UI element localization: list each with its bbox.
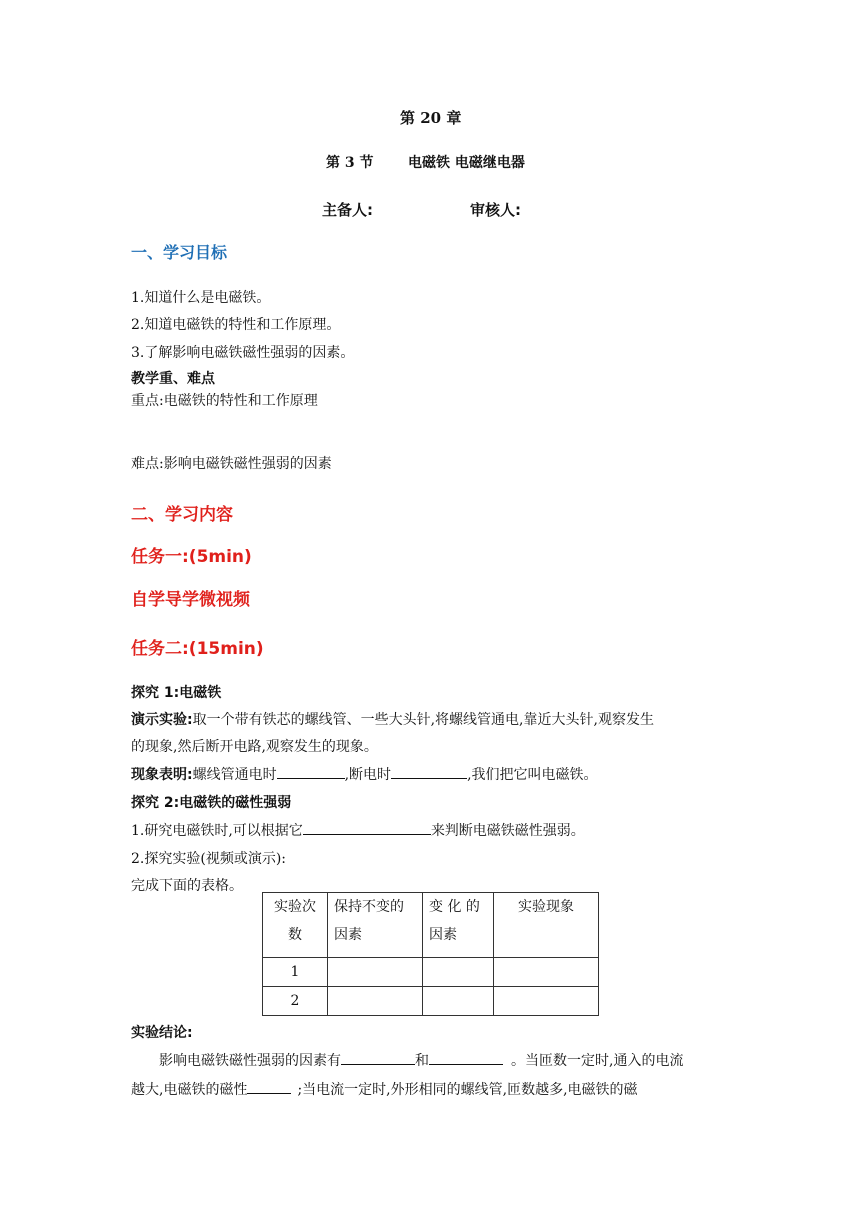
goal-item: 2.知道电磁铁的特性和工作原理。 — [131, 317, 341, 333]
table-cell: 1 — [263, 958, 328, 987]
demo-line-2: 的现象,然后断开电路,观察发生的现象。 — [131, 739, 378, 755]
section-number: 第 3 节 — [326, 155, 374, 171]
table-cell[interactable] — [423, 987, 494, 1016]
difficult-point: 难点:影响电磁铁磁性强弱的因素 — [131, 456, 332, 472]
phenomenon-text: ,断电时 — [344, 767, 392, 783]
table-header-row — [263, 893, 599, 958]
table-cell[interactable] — [423, 958, 494, 987]
demo-line-1 — [131, 709, 654, 729]
conclusion-text: ;当电流一定时,外形相同的螺线管,匝数越多,电磁铁的磁 — [297, 1082, 638, 1098]
conclusion-text: 和 — [415, 1053, 429, 1069]
task1-subtitle: 自学导学微视频 — [131, 590, 250, 610]
explore1-title: 探究 1:电磁铁 — [131, 685, 222, 701]
header-line: 因素 — [429, 927, 457, 943]
table-cell: 2 — [263, 987, 328, 1016]
section-title: 电磁铁 电磁继电器 — [408, 155, 525, 171]
question-text: 来判断电磁铁磁性强弱。 — [430, 823, 585, 839]
header-line: 数 — [288, 927, 302, 943]
table-cell[interactable] — [328, 958, 423, 987]
explore2-title: 探究 2:电磁铁的磁性强弱 — [131, 795, 292, 811]
phenomenon-label: 现象表明: — [131, 767, 193, 783]
header-line: 实验现象 — [518, 899, 574, 915]
header-line: 实验次 — [274, 899, 316, 915]
header-line: 变 化 的 — [429, 899, 480, 915]
task1-title: 任务一:(5min) — [131, 547, 252, 567]
phenomenon-line — [131, 764, 598, 784]
preparer-label: 主备人: — [322, 201, 373, 219]
fill-blank[interactable] — [247, 1079, 291, 1094]
demo-text: 取一个带有铁芯的螺线管、一些大头针,将螺线管通电,靠近大头针,观察发生 — [192, 712, 654, 728]
table-cell[interactable] — [494, 958, 599, 987]
conclusion-line-2 — [131, 1079, 638, 1099]
table-cell[interactable] — [328, 987, 423, 1016]
question-2-sub: 完成下面的表格。 — [131, 878, 243, 894]
task2-title: 任务二:(15min) — [131, 639, 264, 659]
table-header-cell — [263, 893, 328, 958]
fill-blank[interactable] — [341, 1050, 415, 1065]
header-line: 因素 — [334, 927, 362, 943]
question-1 — [131, 820, 585, 840]
conclusion-line-1 — [159, 1050, 683, 1070]
demo-label: 演示实验: — [131, 712, 193, 728]
content-heading: 二、学习内容 — [131, 505, 233, 525]
table-header-cell — [423, 893, 494, 958]
phenomenon-text: 螺线管通电时 — [192, 767, 277, 783]
experiment-table — [262, 892, 599, 1016]
question-2: 2.探究实验(视频或演示): — [131, 851, 286, 867]
fill-blank[interactable] — [303, 820, 431, 835]
table-header-cell — [494, 893, 599, 958]
reviewer-label: 审核人: — [470, 201, 521, 219]
conclusion-text: 影响电磁铁磁性强弱的因素有 — [159, 1053, 341, 1069]
table-row — [263, 987, 599, 1016]
fill-blank[interactable] — [429, 1050, 503, 1065]
table-row — [263, 958, 599, 987]
table-header-cell — [328, 893, 423, 958]
conclusion-text: 越大,电磁铁的磁性 — [131, 1082, 248, 1098]
table-cell[interactable] — [494, 987, 599, 1016]
conclusion-label: 实验结论: — [131, 1025, 193, 1041]
question-text: 1.研究电磁铁时,可以根据它 — [131, 823, 303, 839]
chapter-title: 第 20 章 — [400, 109, 462, 127]
header-line: 保持不变的 — [334, 899, 404, 915]
goals-heading: 一、学习目标 — [131, 243, 228, 262]
conclusion-text: 。当匝数一定时,通入的电流 — [511, 1053, 684, 1069]
goal-item: 3.了解影响电磁铁磁性强弱的因素。 — [131, 345, 355, 361]
key-point: 重点:电磁铁的特性和工作原理 — [131, 393, 318, 409]
phenomenon-text: ,我们把它叫电磁铁。 — [467, 767, 598, 783]
goal-item: 1.知道什么是电磁铁。 — [131, 290, 271, 306]
key-points-heading: 教学重、难点 — [131, 371, 215, 387]
fill-blank[interactable] — [391, 764, 467, 779]
fill-blank[interactable] — [277, 764, 345, 779]
